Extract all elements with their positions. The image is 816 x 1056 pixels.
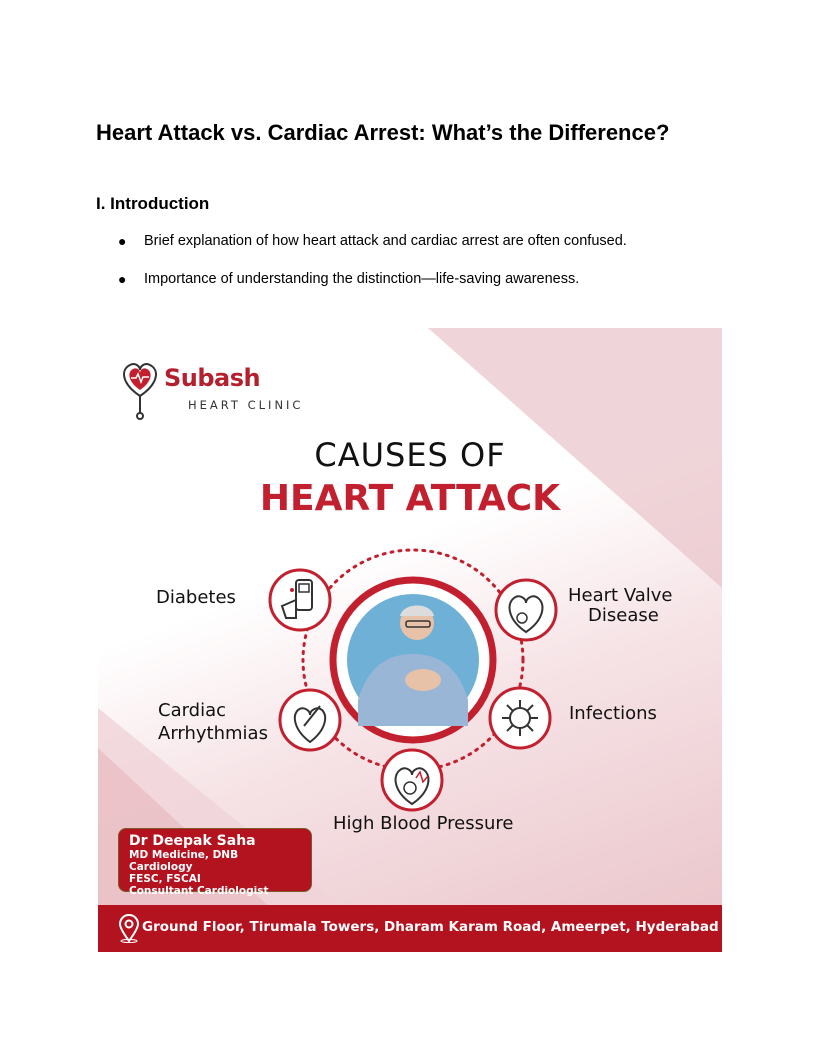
document-title: Heart Attack vs. Cardiac Arrest: What’s the Difference? — [96, 120, 670, 145]
cause-heart-valve-line1: Heart Valve — [568, 585, 673, 606]
doctor-card — [118, 828, 312, 897]
location-pin-icon — [118, 914, 140, 942]
cause-arrhythmia-line1: Cardiac — [158, 700, 227, 721]
doctor-qualification: MD Medicine, DNB Cardiology — [129, 849, 239, 873]
virus-icon — [490, 688, 550, 748]
logo-subtitle: HEART CLINIC — [188, 398, 304, 412]
bullet-list — [96, 232, 627, 308]
patient-photo — [347, 594, 479, 726]
list-item — [96, 270, 627, 308]
bullet-text: Brief explanation of how heart attack and cardiac arrest are often confused. — [144, 233, 627, 249]
glucose-meter-icon — [270, 570, 330, 630]
poster-heading-line1: CAUSES OF — [314, 436, 506, 474]
clinic-address: Ground Floor, Tirumala Towers, Dharam Karam Road, Ameerpet, Hyderabad - 500016 — [142, 919, 790, 935]
cause-infections: Infections — [569, 703, 657, 724]
doctor-role: Consultant Cardiologist — [129, 885, 269, 897]
poster-heading-line2: HEART ATTACK — [259, 478, 561, 519]
bullet-text: Importance of understanding the distinction—life-saving awareness. — [144, 271, 580, 287]
arrhythmia-icon — [280, 690, 340, 750]
cause-diabetes: Diabetes — [156, 587, 236, 608]
doctor-name: Dr Deepak Saha — [129, 833, 256, 849]
heart-valve-icon — [496, 580, 556, 640]
causes-poster-image — [98, 328, 790, 952]
section-heading: I. Introduction — [96, 194, 210, 213]
cause-heart-valve-line2: Disease — [588, 605, 659, 626]
doctor-fellowship: FESC, FSCAI — [129, 873, 201, 885]
bullet-icon: ● — [118, 271, 127, 287]
logo-name: Subash — [164, 364, 261, 392]
address-bar — [98, 905, 790, 952]
list-item — [96, 232, 627, 270]
cause-high-blood-pressure: High Blood Pressure — [333, 813, 514, 834]
blood-pressure-heart-icon — [382, 750, 442, 810]
bullet-icon: ● — [118, 233, 127, 249]
cause-arrhythmia-line2: Arrhythmias — [158, 723, 268, 744]
